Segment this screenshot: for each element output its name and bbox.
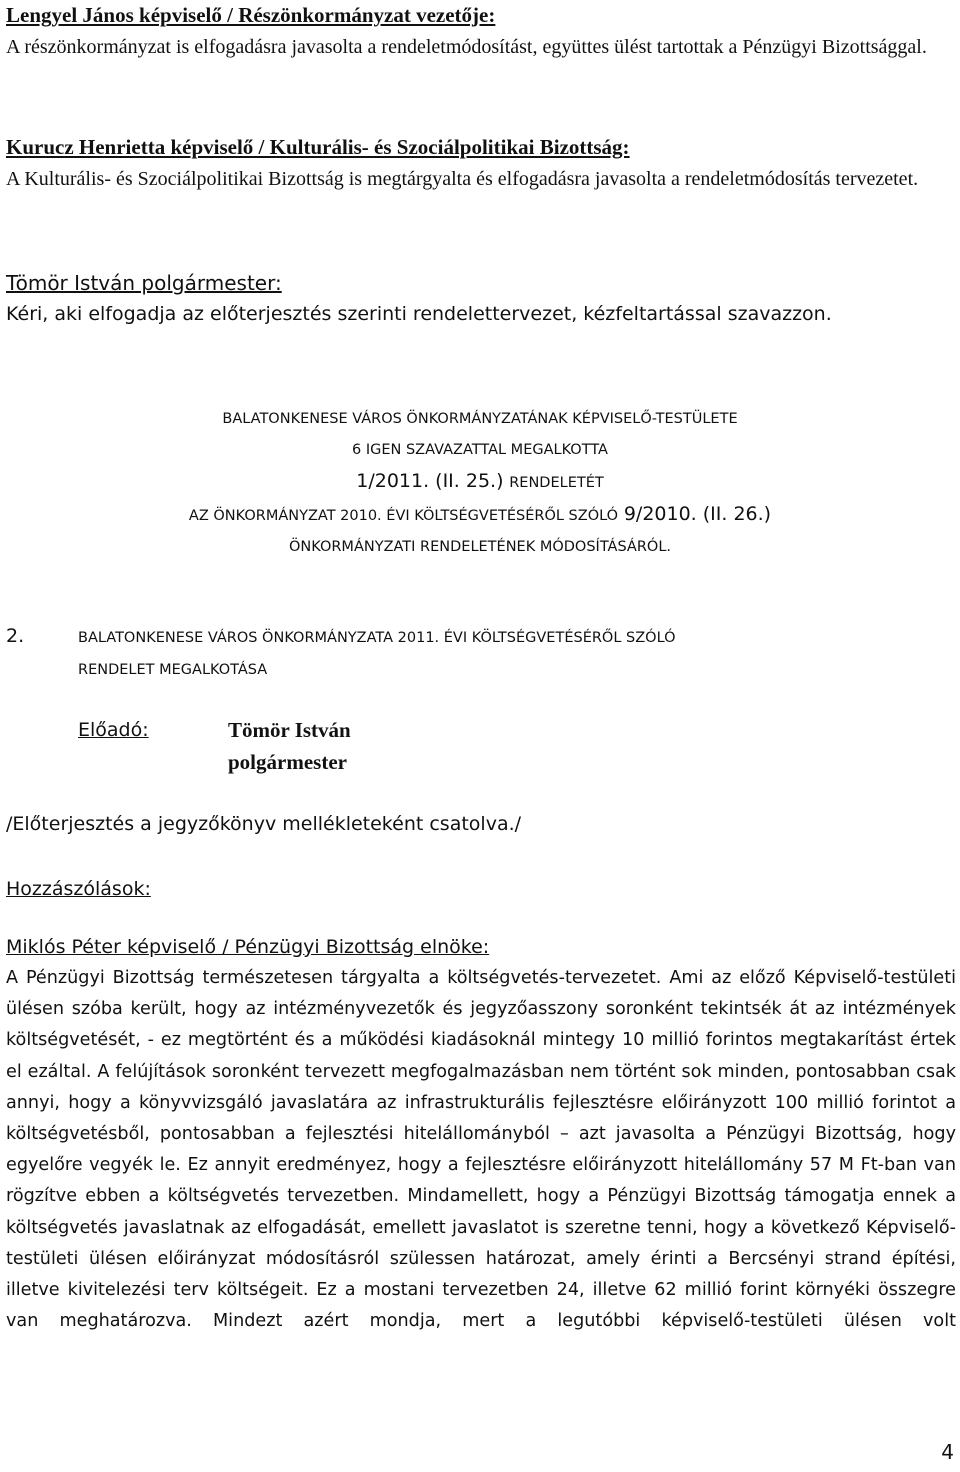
presenter-title: polgármester [228,750,347,774]
agenda-item [6,620,956,686]
decree-subject: AZ ÖNKORMÁNYZAT 2010. ÉVI KÖLTSÉGVETÉSÉRŐL SZÓLÓ [188,508,619,524]
speaker-text: A részönkormányzat is elfogadásra javasolta a rendeletmódosítást, együttes ülést tartottak a Pénzügyi Bizottsággal. [6,36,927,58]
speaker-heading: Tömör István polgármester: [6,271,282,295]
presenter-label: Előadó: [78,719,149,741]
attachment-note: /Előterjesztés a jegyzőkönyv mellékleteként csatolva./ [6,813,522,835]
speaker-heading: Kurucz Henrietta képviselő / Kulturális- és Szociálpolitikai Bizottság: [6,135,630,159]
agenda-title-line-2: RENDELET MEGALKOTÁSA [78,662,268,678]
decree-number: 1/2011. (II. 25.) [356,470,504,492]
decree-line-2: 6 IGEN SZAVAZATTAL MEGALKOTTA [352,442,608,458]
speaker-section-kurucz [6,132,956,195]
agenda-title-line-1 [6,620,956,654]
presenter-name: Tömör István [228,718,351,742]
decree-line-5: ÖNKORMÁNYZATI RENDELETÉNEK MÓDOSÍTÁSÁRÓL. [288,539,672,555]
page-number: 4 [941,1440,954,1464]
comments-heading: Hozzászólások: [6,878,151,900]
speaker-section-miklos [6,932,956,1337]
speaker-section-tomor [6,268,956,330]
speaker-heading: Lengyel János képviselő / Részönkormányzat vezetője: [6,3,496,27]
decree-line-3 [0,466,960,499]
decree-word: RENDELETÉT [509,475,604,491]
decree-line-1: BALATONKENESE VÁROS ÖNKORMÁNYZATÁNAK KÉPVISELŐ-TESTÜLETE [222,411,738,427]
decree-line-4 [0,499,960,532]
decree-ref-number: 9/2010. (II. 26.) [623,503,772,525]
speaker-text: A Pénzügyi Bizottság természetesen tárgyalta a költségvetés-tervezetet. Ami az előző Képviselő-testületi ülésen szóba került, hogy az intézményvezetők és jegyzőasszony soronként tekintsék át az intézmények költségvetését, - ez megtörtént és a működési kiadásoknál mintegy 10 millió forintos megtakarítást értek el ezáltal. A felújítások soronként tervezett megfogalmazásban nem történt sok minden, pontosabban csak annyi, hogy a könyvvizsgáló javaslatára az infrastrukturális fejlesztésre előirányzott 100 millió forintot a költségvetésből, pontosabban a fejlesztési hitelállományból – azt javasolta a Pénzügyi Bizottság, hogy egyelőre vegyék le. Ez annyit eredményez, hogy a fejlesztésre előirányzott hitelállomány 57 M Ft-ban van rögzítve ebben a költségvetés tervezetben. Mindamellett, hogy a Pénzügyi Bizottság támogatja ennek a költségvetés javaslatnak az elfogadását, emellett javaslatot is szeretne tenni, hogy a következő Képviselő-testületi ülésen előirányzat módosításról szülessen határozat, amely érinti a Bercsényi strand építési, illetve kivitelezési terv költségeit. Ez a mostani tervezetben 24, illetve 62 millió forint környéki összegre van meghatározva. Mindezt azért mondja, mert a legutóbbi képviselő-testületi ülésen volt [6,968,956,1332]
speaker-section-lengyel [6,0,956,63]
agenda-number: 2. [6,625,25,647]
speaker-text: Kéri, aki elfogadja az előterjesztés szerinti rendelettervezet, kézfeltartással szavazzon. [6,303,832,325]
decree-block [0,404,960,563]
speaker-heading: Miklós Péter képviselő / Pénzügyi Bizottság elnöke: [6,936,490,958]
speaker-text: A Kulturális- és Szociálpolitikai Bizottság is megtárgyalta és elfogadásra javasolta a rendeletmódosítás tervezetet. [6,168,919,190]
agenda-title: BALATONKENESE VÁROS ÖNKORMÁNYZATA 2011. ÉVI KÖLTSÉGVETÉSÉRŐL SZÓLÓ [78,630,676,646]
